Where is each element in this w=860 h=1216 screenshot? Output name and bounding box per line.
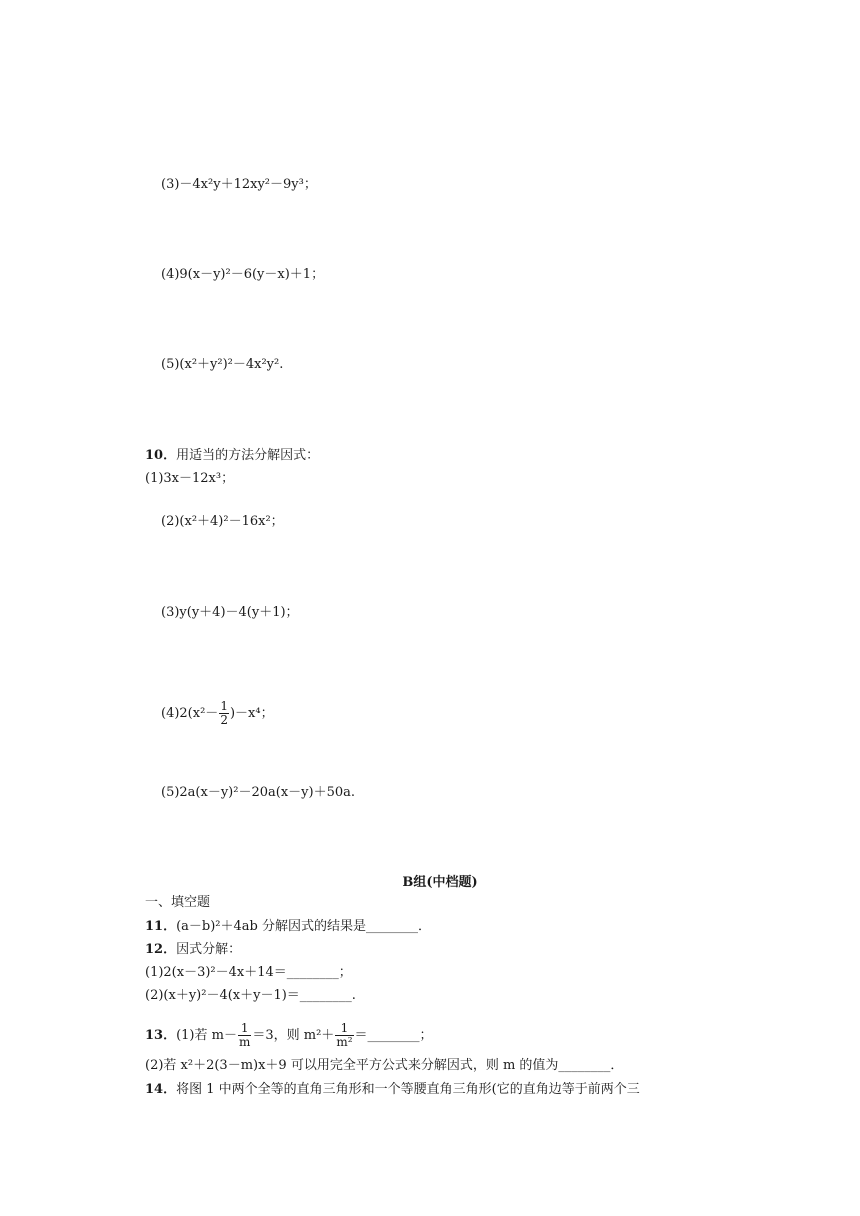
question-10-part-2 xyxy=(161,513,284,531)
question-11 xyxy=(145,918,431,936)
question-number: 13． xyxy=(145,1028,177,1043)
question-10-part-1-text: (1)3x－12x³； xyxy=(145,471,235,486)
question-number: 14． xyxy=(145,1082,177,1097)
question-13-post: ＝________； xyxy=(354,1028,433,1043)
question-10-part-4-pre: (4)2(x²－ xyxy=(161,706,219,721)
section-b-subheading-text: 一、填空题 xyxy=(145,895,211,910)
question-number: 10． xyxy=(145,448,177,463)
question-number: 11． xyxy=(145,919,177,934)
fraction-denominator: m² xyxy=(336,1035,353,1049)
question-13-pre: 13．(1)若 m－ xyxy=(145,1028,237,1043)
fraction-numerator: 1 xyxy=(335,1022,353,1036)
fraction-numerator: 1 xyxy=(220,699,228,713)
question-14-text: 14．将图 1 中两个全等的直角三角形和一个等腰直角三角形(它的直角边等于前两个三 xyxy=(145,1082,640,1097)
fraction-one-over-m-squared xyxy=(335,1022,353,1049)
question-13-mid: ＝3，则 m²＋ xyxy=(252,1028,335,1043)
fraction-denominator: 2 xyxy=(220,713,228,727)
problem-4 xyxy=(161,266,324,284)
question-10-part-4-post: )－x⁴； xyxy=(229,706,274,721)
question-10-title xyxy=(145,447,319,465)
question-10-part-1 xyxy=(145,470,234,488)
question-12-part-2 xyxy=(145,987,356,1005)
question-10-part-5 xyxy=(161,784,355,802)
fraction-denominator: m xyxy=(238,1035,251,1049)
question-10-part-3-text: (3)y(y＋4)－4(y＋1)； xyxy=(161,605,299,620)
question-number: 12． xyxy=(145,942,177,957)
question-10-title-text: 10．用适当的方法分解因式： xyxy=(145,448,320,463)
fraction-numerator: 1 xyxy=(238,1022,251,1036)
question-10-part-3 xyxy=(161,604,299,622)
question-12-part-2-text: (2)(x＋y)²－4(x＋y－1)＝________. xyxy=(145,988,356,1003)
fraction-one-over-m xyxy=(238,1022,251,1049)
section-b-heading xyxy=(0,874,860,892)
section-b-subheading xyxy=(145,894,210,912)
question-12-part-1 xyxy=(145,964,352,982)
question-13-part-1 xyxy=(145,1022,433,1049)
question-10-part-4 xyxy=(161,700,274,727)
fraction-one-half xyxy=(219,700,229,727)
question-10-part-2-text: (2)(x²＋4)²－16x²； xyxy=(161,514,284,529)
problem-4-text: (4)9(x－y)²－6(y－x)＋1； xyxy=(161,267,325,282)
question-14 xyxy=(145,1081,640,1099)
question-13-part-2 xyxy=(145,1057,623,1075)
problem-3-text: (3)－4x²y＋12xy²－9y³； xyxy=(161,177,317,192)
question-11-text: 11．(a－b)²＋4ab 分解因式的结果是________． xyxy=(145,919,431,934)
section-b-heading-text: B组(中档题) xyxy=(402,875,478,890)
question-10-part-5-text: (5)2a(x－y)²－20a(x－y)＋50a. xyxy=(161,785,356,800)
problem-5-text: (5)(x²＋y²)²－4x²y². xyxy=(161,357,284,372)
question-12-title-text: 12．因式分解： xyxy=(145,942,242,957)
question-13-part-2-text: (2)若 x²＋2(3－m)x＋9 可以用完全平方公式来分解因式，则 m 的值为________． xyxy=(145,1058,624,1073)
question-12-part-1-text: (1)2(x－3)²－4x＋14＝________； xyxy=(145,965,352,980)
problem-3 xyxy=(161,176,317,194)
question-12-title xyxy=(145,941,241,959)
problem-5 xyxy=(161,356,283,374)
